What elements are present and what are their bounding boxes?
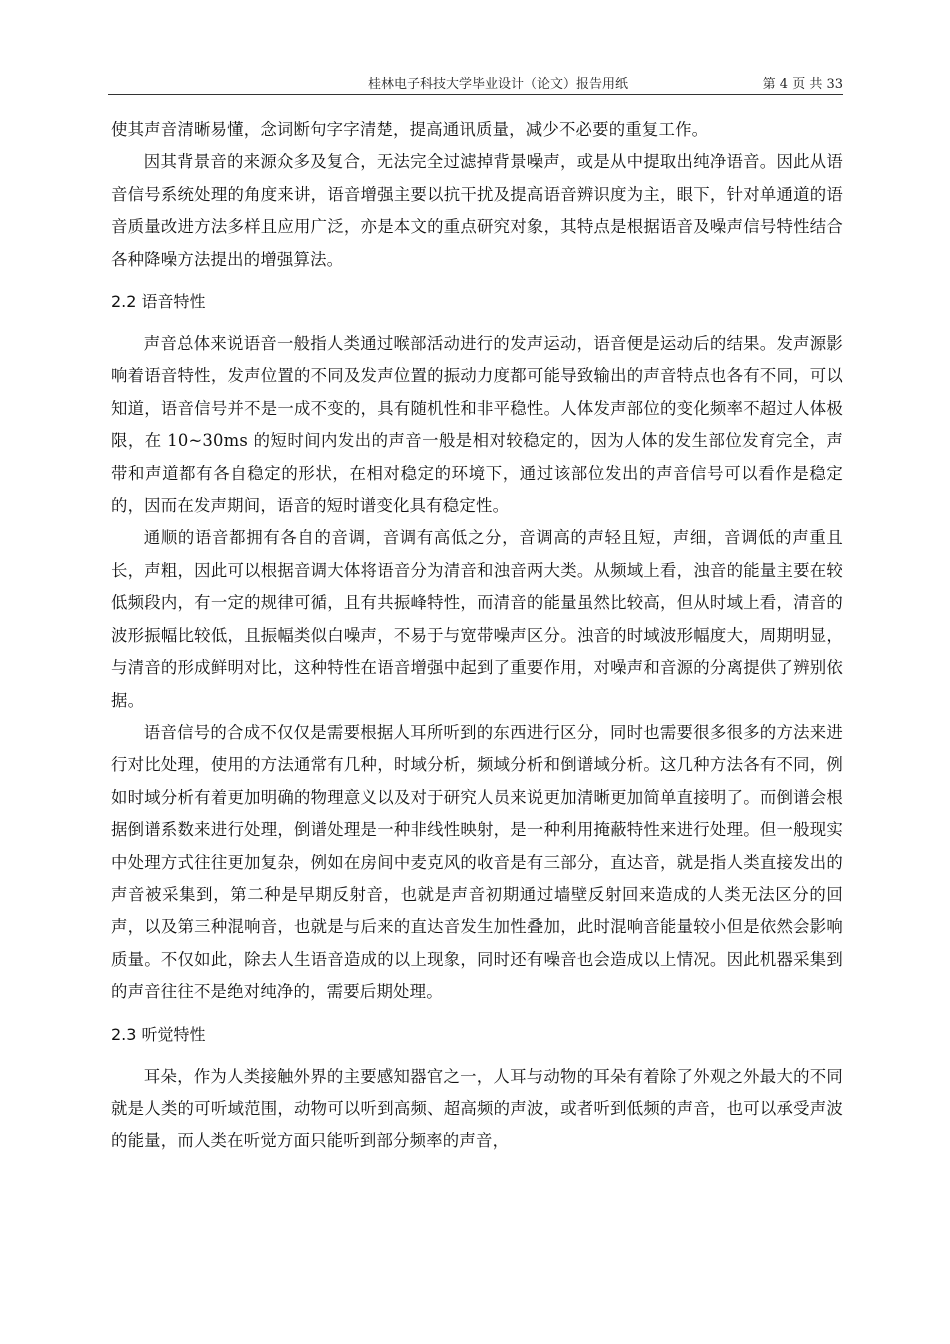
section-heading-2-2: 2.2 语音特性 [111,292,206,312]
paragraph-voiced-unvoiced: 通顺的语音都拥有各自的音调，音调有高低之分，音调高的声轻且短，声细，音调低的声重且长，声粗，因此可以根据音调大体将语音分为清音和浊音两大类。从频域上看，浊音的能量主要在较低频段内，有一定的规律可循，且有共振峰特性，而清音的能量虽然比较高，但从时域上看，清音的波形振幅比较低，且振幅类似白噪声，不易于与宽带噪声区分。浊音的时域波形幅度大，周期明显，与清音的形成鲜明对比，这种特性在语音增强中起到了重要作用，对噪声和音源的分离提供了辨别依据。 [111,528,843,710]
paragraph-background-noise: 因其背景音的来源众多及复合，无法完全过滤掉背景噪声，或是从中提取出纯净语音。因此从语音信号系统处理的角度来讲，语音增强主要以抗干扰及提高语音辨识度为主，眼下，针对单通道的语音质量改进方法多样且应用广泛，亦是本文的重点研究对象，其特点是根据语音及噪声信号特性结合各种降噪方法提出的增强算法。 [111,152,843,269]
paragraph-analysis-methods: 语音信号的合成不仅仅是需要根据人耳所听到的东西进行区分，同时也需要很多很多的方法来进行对比处理，使用的方法通常有几种，时域分析，频域分析和倒谱域分析。这几种方法各有不同，例如时域分析有着更加明确的物理意义以及对于研究人员来说更加清晰更加简单直接明了。而倒谱会根据倒谱系数来进行处理，倒谱处理是一种非线性映射，是一种利用掩蔽特性来进行处理。但一般现实中处理方式往往更加复杂，例如在房间中麦克风的收音是有三部分，直达音，就是指人类直接发出的声音被采集到，第二种是早期反射音，也就是声音初期通过墙壁反射回来造成的人类无法区分的回声，以及第三种混响音，也就是与后来的直达音发生加性叠加，此时混响音能量较小但是依然会影响质量。不仅如此，除去人生语音造成的以上现象，同时还有噪音也会造成以上情况。因此机器采集到的声音往往不是绝对纯净的，需要后期处理。 [111,722,843,1002]
header-title: 桂林电子科技大学毕业设计（论文）报告用纸 [367,77,628,92]
section-heading-2-3: 2.3 听觉特性 [111,1024,206,1044]
paragraph-speech-characteristics: 声音总体来说语音一般指人类通过喉部活动进行的发声运动，语音便是运动后的结果。发声源影响着语音特性，发声位置的不同及发声位置的振动力度都可能导致输出的声音特点也各有不同，可以知道，语音信号并不是一成不变的，具有随机性和非平稳性。人体发声部位的变化频率不超过人体极限，在 10~30ms 的短时间内发出的声音一般是相对较稳定的，因为人体的发生部位发育完全，声带和声道都有各自稳定的形状，在相对稳定的环境下，通过该部位发出的声音信号可以看作是稳定的，因而在发声期间，语音的短时谱变化具有稳定性。 [111,334,843,516]
page-header [108,76,843,94]
header-rule [108,94,843,95]
paragraph-hearing-characteristics: 耳朵，作为人类接触外界的主要感知器官之一，人耳与动物的耳朵有着除了外观之外最大的不同就是人类的可听域范围，动物可以听到高频、超高频的声波，或者听到低频的声音，也可以承受声波的能量，而人类在听觉方面只能听到部分频率的声音， [111,1066,843,1151]
header-page-info: 第 4 页 共 33 [762,77,843,92]
body-content [111,114,843,1158]
paragraph-continued: 使其声音清晰易懂，念词断句字字清楚，提高通讯质量，减少不必要的重复工作。 [111,120,709,139]
